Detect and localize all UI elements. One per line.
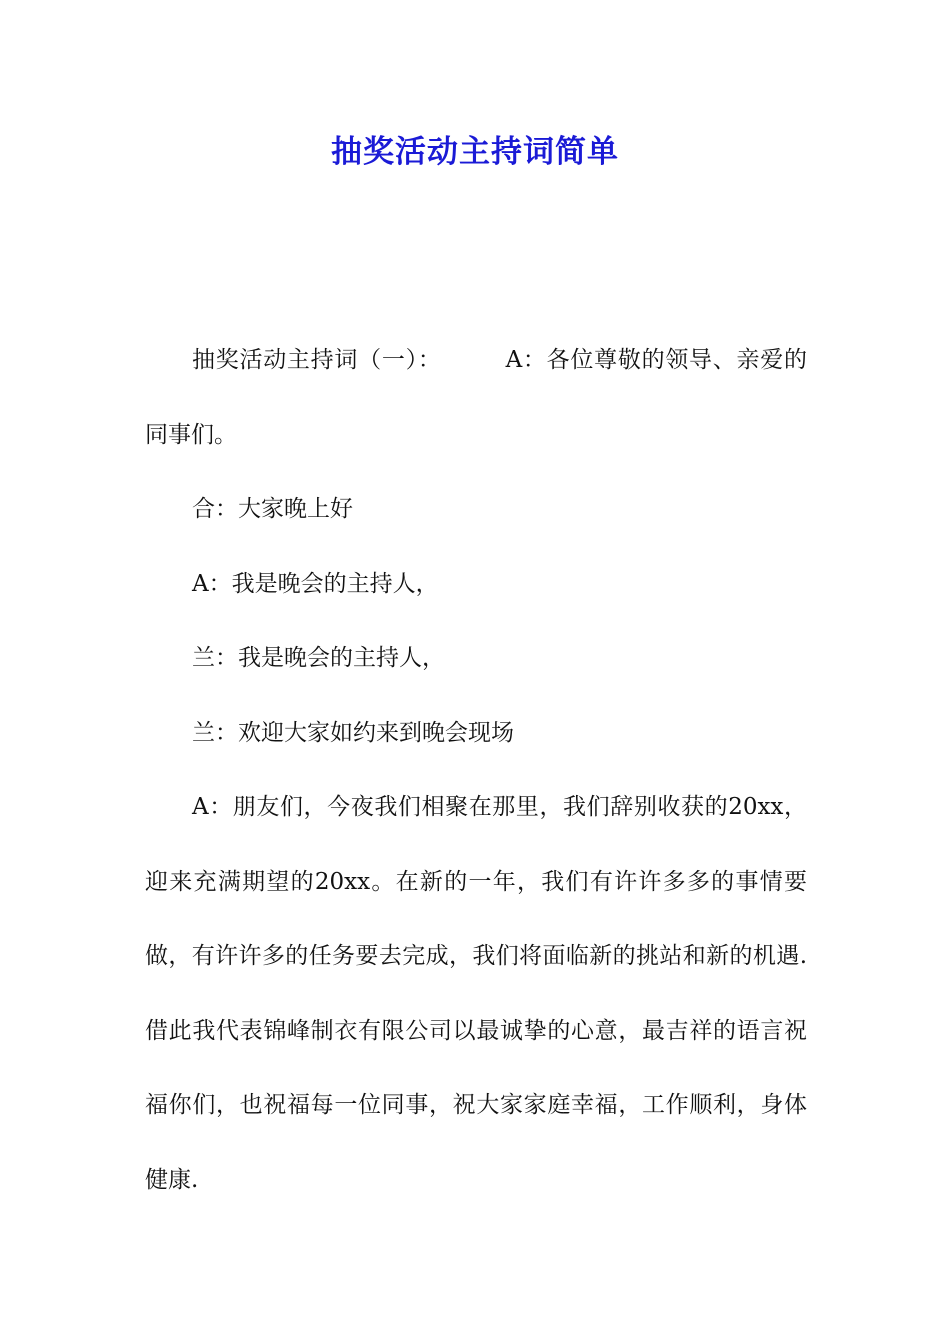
intro-paragraph xyxy=(145,323,807,472)
dialogue-line: A：我是晚会的主持人， xyxy=(192,570,439,597)
dialogue-line: 兰：我是晚会的主持人， xyxy=(192,645,445,671)
intro-heading: 抽奖活动主持词（一）： xyxy=(192,347,442,373)
document-title: 抽奖活动主持词简单 xyxy=(331,134,619,170)
intro-greeting: A：各位尊敬的领导、亲爱的同事们。 xyxy=(145,347,807,448)
closing-paragraph: A：朋友们，今夜我们相聚在那里，我们辞别收获的20xx，迎来充满期望的20xx。在新的一年，我们有许许多多的事情要做，有许许多的任务要去完成，我们将面临新的挑站和新的机遇. 借此我代表锦峰制衣有限公司以最诚挚的心意，最吉祥的语言祝福你们，也祝福每一位同事，祝大家家庭幸福，工作顺利，身体健康. xyxy=(145,794,807,1193)
dialogue-line: 兰：欢迎大家如约来到晚会现场 xyxy=(192,719,514,746)
document-body xyxy=(145,323,807,1217)
dialogue-line: 合：大家晚上好 xyxy=(192,496,353,522)
